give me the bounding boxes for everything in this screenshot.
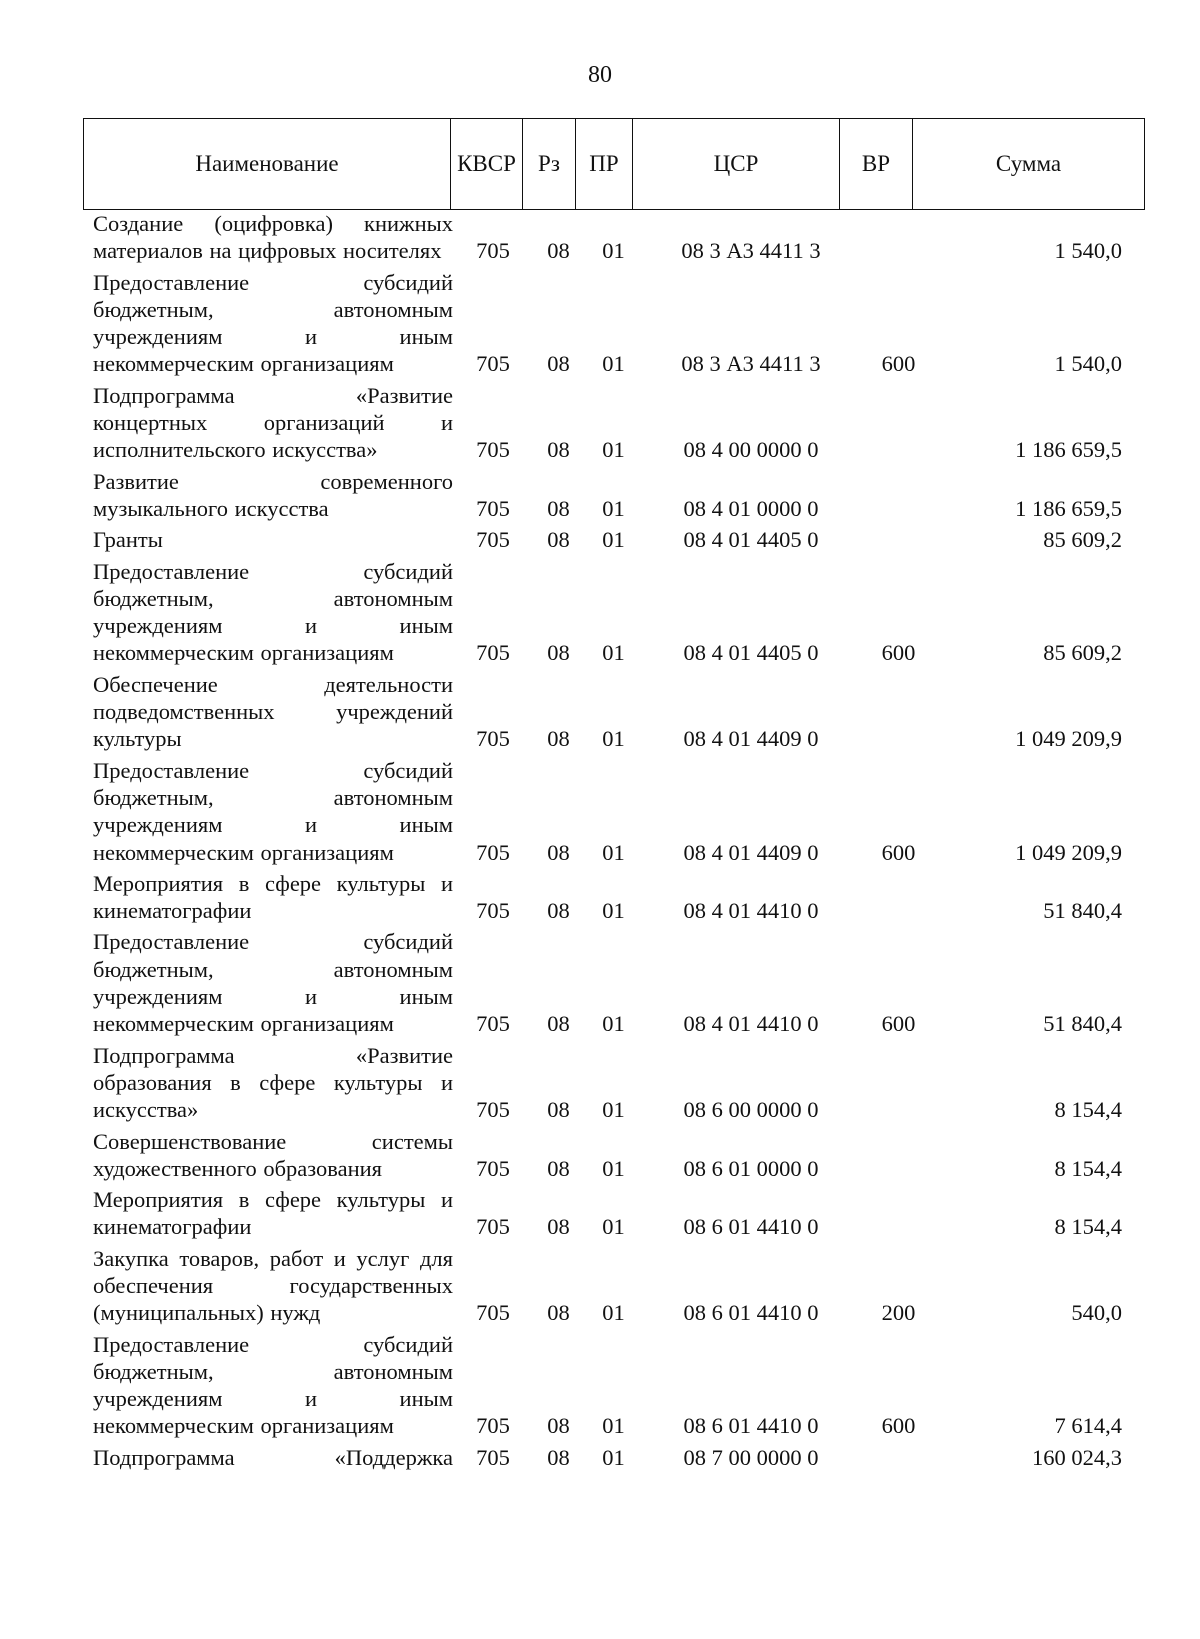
table-header xyxy=(83,118,1145,210)
row-pr: 01 xyxy=(602,1444,625,1470)
row-name: Подпрограмма «Развитие концертных организаций и исполнительского искусства» xyxy=(93,382,453,463)
row-sum: 1 186 659,5 xyxy=(1015,437,1122,463)
row-sum: 1 049 209,9 xyxy=(1015,726,1122,752)
row-kvsr: 705 xyxy=(476,1214,510,1240)
row-pr: 01 xyxy=(602,726,625,752)
row-name: Предоставление субсидий бюджетным, автономным учреждениям и иным некоммерческим организациям xyxy=(93,757,453,865)
row-rz: 08 xyxy=(547,527,570,553)
row-sum: 160 024,3 xyxy=(1032,1444,1122,1470)
row-sum: 1 540,0 xyxy=(1054,238,1122,264)
row-name: Гранты xyxy=(93,527,163,553)
row-csr: 08 4 01 0000 0 xyxy=(683,495,819,521)
row-sum: 8 154,4 xyxy=(1054,1155,1122,1181)
row-sum: 1 186 659,5 xyxy=(1015,495,1122,521)
page-number: 80 xyxy=(588,62,612,88)
row-kvsr: 705 xyxy=(476,495,510,521)
row-pr: 01 xyxy=(602,495,625,521)
row-kvsr: 705 xyxy=(476,898,510,924)
row-csr: 08 3 А3 4411 3 xyxy=(681,351,821,377)
row-pr: 01 xyxy=(602,1011,625,1037)
row-pr: 01 xyxy=(602,1097,625,1123)
row-csr: 08 4 01 4409 0 xyxy=(683,839,819,865)
row-pr: 01 xyxy=(602,1300,625,1326)
row-kvsr: 705 xyxy=(476,351,510,377)
row-kvsr: 705 xyxy=(476,1413,510,1439)
header-rz: Рз xyxy=(523,119,576,210)
row-sum: 85 609,2 xyxy=(1043,527,1122,553)
row-name: Создание (оцифровка) книжных материалов на цифровых носителях xyxy=(93,211,453,264)
row-sum: 1 049 209,9 xyxy=(1015,839,1122,865)
table-row xyxy=(93,1186,1144,1241)
row-vr: 600 xyxy=(881,1413,916,1439)
row-csr: 08 7 00 0000 0 xyxy=(683,1444,819,1470)
row-csr: 08 6 01 4410 0 xyxy=(683,1413,819,1439)
row-kvsr: 705 xyxy=(476,238,510,264)
table-row xyxy=(93,671,1144,753)
row-pr: 01 xyxy=(602,1214,625,1240)
table-row xyxy=(93,1245,1144,1327)
row-name: Предоставление субсидий бюджетным, автономным учреждениям и иным некоммерческим организациям xyxy=(93,929,453,1037)
row-rz: 08 xyxy=(547,1155,570,1181)
table-row xyxy=(93,1128,1144,1183)
row-rz: 08 xyxy=(547,238,570,264)
table-row xyxy=(93,1331,1144,1440)
row-rz: 08 xyxy=(547,495,570,521)
row-csr: 08 6 01 4410 0 xyxy=(683,1214,819,1240)
row-rz: 08 xyxy=(547,1011,570,1037)
row-csr: 08 4 01 4405 0 xyxy=(683,640,819,666)
row-sum: 1 540,0 xyxy=(1054,351,1122,377)
header-vr: ВР xyxy=(840,119,913,210)
row-sum: 51 840,4 xyxy=(1043,898,1122,924)
row-pr: 01 xyxy=(602,1155,625,1181)
row-sum: 8 154,4 xyxy=(1054,1097,1122,1123)
row-kvsr: 705 xyxy=(476,437,510,463)
row-sum: 51 840,4 xyxy=(1043,1011,1122,1037)
table-row xyxy=(93,1444,1144,1471)
row-name: Закупка товаров, работ и услуг для обеспечения государственных (муниципальных) нужд xyxy=(93,1245,453,1326)
row-rz: 08 xyxy=(547,437,570,463)
table-row xyxy=(93,757,1144,866)
row-name: Предоставление субсидий бюджетным, автономным учреждениям и иным некоммерческим организациям xyxy=(93,269,453,377)
row-rz: 08 xyxy=(547,898,570,924)
row-pr: 01 xyxy=(602,351,625,377)
row-kvsr: 705 xyxy=(476,640,510,666)
row-vr: 200 xyxy=(881,1300,916,1326)
row-name: Развитие современного музыкального искусства xyxy=(93,468,453,521)
header-pr: ПР xyxy=(576,119,633,210)
row-kvsr: 705 xyxy=(476,1011,510,1037)
row-sum: 85 609,2 xyxy=(1043,640,1122,666)
row-pr: 01 xyxy=(602,1413,625,1439)
row-kvsr: 705 xyxy=(476,839,510,865)
header-csr: ЦСР xyxy=(633,119,840,210)
row-csr: 08 6 01 0000 0 xyxy=(683,1155,819,1181)
row-kvsr: 705 xyxy=(476,1444,510,1470)
row-name: Мероприятия в сфере культуры и кинематографии xyxy=(93,1187,453,1240)
row-vr: 600 xyxy=(881,640,916,666)
row-pr: 01 xyxy=(602,527,625,553)
row-rz: 08 xyxy=(547,1413,570,1439)
table-body xyxy=(0,210,1200,1475)
row-name: Предоставление субсидий бюджетным, автономным учреждениям и иным некоммерческим организациям xyxy=(93,558,453,666)
table-row xyxy=(93,468,1144,523)
row-sum: 8 154,4 xyxy=(1054,1214,1122,1240)
table-row xyxy=(93,1042,1144,1124)
row-csr: 08 4 01 4410 0 xyxy=(683,1011,819,1037)
table-row xyxy=(93,870,1144,925)
row-kvsr: 705 xyxy=(476,1097,510,1123)
row-rz: 08 xyxy=(547,1300,570,1326)
row-name: Совершенствование системы художественного образования xyxy=(93,1128,453,1181)
row-vr: 600 xyxy=(881,351,916,377)
header-kvsr: КВСР xyxy=(451,119,523,210)
row-pr: 01 xyxy=(602,437,625,463)
table-row xyxy=(93,382,1144,464)
table-row xyxy=(93,210,1144,265)
row-rz: 08 xyxy=(547,1097,570,1123)
row-kvsr: 705 xyxy=(476,527,510,553)
table-row xyxy=(93,928,1144,1037)
table-row xyxy=(93,558,1144,667)
row-vr: 600 xyxy=(881,839,916,865)
row-csr: 08 6 01 4410 0 xyxy=(683,1300,819,1326)
row-name: Подпрограмма «Развитие образования в сфере культуры и искусства» xyxy=(93,1042,453,1123)
row-csr: 08 4 01 4410 0 xyxy=(683,898,819,924)
row-name: Мероприятия в сфере культуры и кинематографии xyxy=(93,870,453,924)
row-pr: 01 xyxy=(602,640,625,666)
row-csr: 08 6 00 0000 0 xyxy=(683,1097,819,1123)
row-pr: 01 xyxy=(602,839,625,865)
row-kvsr: 705 xyxy=(476,726,510,752)
row-rz: 08 xyxy=(547,1214,570,1240)
row-pr: 01 xyxy=(602,898,625,924)
row-kvsr: 705 xyxy=(476,1155,510,1181)
row-rz: 08 xyxy=(547,640,570,666)
row-kvsr: 705 xyxy=(476,1300,510,1326)
header-sum: Сумма xyxy=(913,119,1145,210)
row-rz: 08 xyxy=(547,1444,570,1470)
row-csr: 08 4 01 4409 0 xyxy=(683,726,819,752)
row-sum: 540,0 xyxy=(1071,1300,1122,1326)
row-rz: 08 xyxy=(547,351,570,377)
row-rz: 08 xyxy=(547,726,570,752)
header-name: Наименование xyxy=(84,119,451,210)
row-name: Предоставление субсидий бюджетным, автономным учреждениям и иным некоммерческим организациям xyxy=(93,1331,453,1439)
row-sum: 7 614,4 xyxy=(1054,1413,1122,1439)
row-csr: 08 4 01 4405 0 xyxy=(683,527,819,553)
row-rz: 08 xyxy=(547,839,570,865)
table-row xyxy=(93,269,1144,378)
row-name: Обеспечение деятельности подведомственных учреждений культуры xyxy=(93,671,453,752)
row-csr: 08 4 00 0000 0 xyxy=(683,437,819,463)
table-row xyxy=(93,526,1144,553)
row-name: Подпрограмма «Поддержка xyxy=(93,1444,453,1470)
row-pr: 01 xyxy=(602,238,625,264)
row-vr: 600 xyxy=(881,1011,916,1037)
row-csr: 08 3 А3 4411 3 xyxy=(681,238,821,264)
